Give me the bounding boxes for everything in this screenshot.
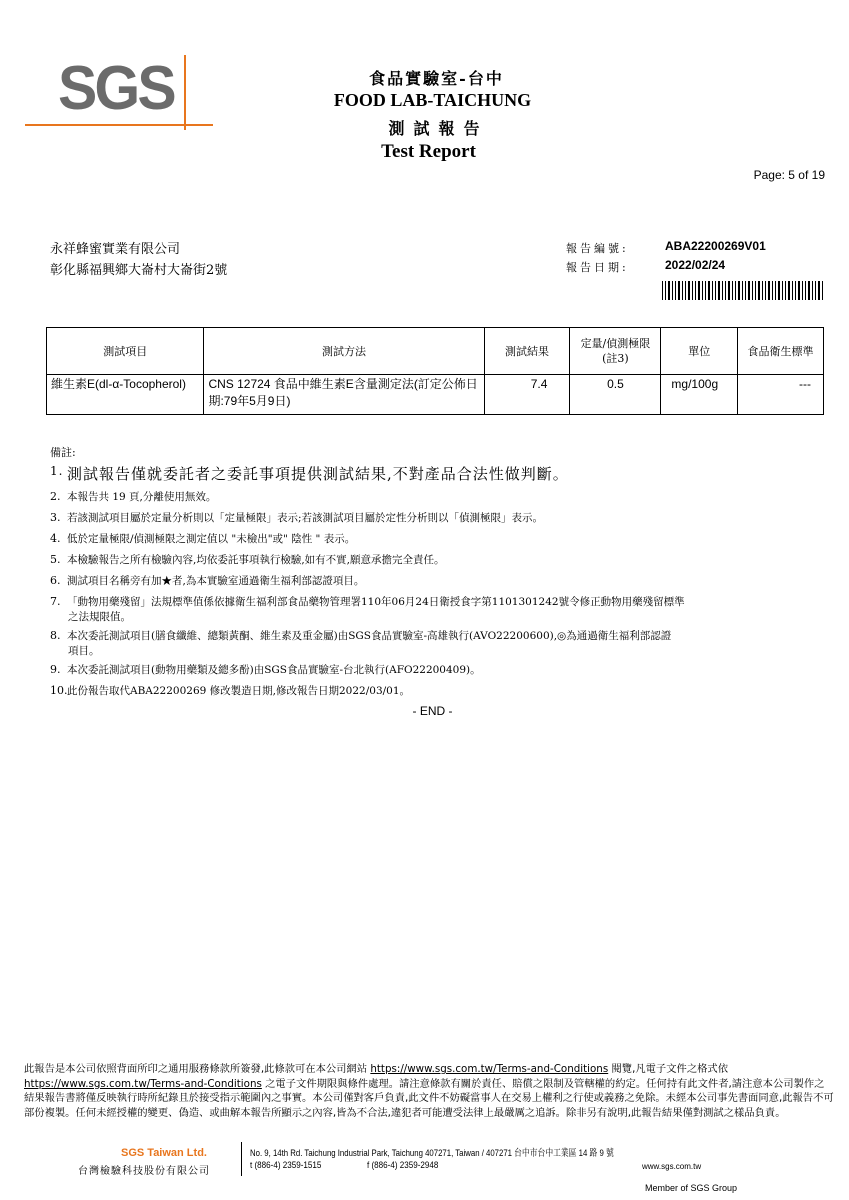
barcode-bar <box>812 281 813 300</box>
cell-limit: 0.5 <box>570 375 661 415</box>
barcode-bar <box>755 281 756 300</box>
barcode-bar <box>765 281 766 300</box>
barcode-bar <box>718 281 720 300</box>
note-number: 9. <box>50 663 61 676</box>
cell-test-item: 維生素E(dl-α-Tocopherol) <box>47 375 204 415</box>
note-text: 測試項目名稱旁有加★者,為本實驗室通過衛生福利部認證項目。 <box>67 575 365 587</box>
barcode-bar <box>722 281 723 300</box>
barcode-bar <box>682 281 683 300</box>
note-number: 10. <box>50 684 68 697</box>
barcode-bar <box>808 281 810 300</box>
footer-fax: f (886-4) 2359-2948 <box>367 1160 439 1171</box>
table-header-row <box>47 328 824 375</box>
note-item <box>50 628 820 659</box>
barcode-bar <box>735 281 736 300</box>
lab-title-en: FOOD LAB-TAICHUNG <box>333 90 532 110</box>
note-item <box>50 552 820 568</box>
report-date: 2022/02/24 <box>665 258 726 272</box>
customer-name: 永祥蜂蜜實業有限公司 <box>50 242 181 257</box>
barcode-bar <box>792 281 793 300</box>
report-title-en: Test Report <box>381 141 476 162</box>
header-test-item: 測試項目 <box>47 328 204 375</box>
barcode-bar <box>715 281 716 300</box>
barcode-bar <box>712 281 713 300</box>
note-text: 此份報告取代ABA22200269 修改製造日期,修改報告日期2022/03/01。 <box>67 685 411 697</box>
barcode-bar <box>748 281 750 300</box>
note-item <box>50 531 820 547</box>
footer-company-en: SGS Taiwan Ltd. <box>121 1147 207 1159</box>
disclaimer-text: 之電子文件期限與條件處理。請注意條款有關於責任、賠償之限制及管轄權的約定。任何持有此文件者,請注意本公司製作之結果報告書將僅反映執行時所紀錄且於接受指示範圍內之事實。本公司僅對客戶負責,此文件不妨礙當事人在交易上權利之行使或義務之免除。未經本公司事先書面同意,此報告不可部份複製。任何未經授權的變更、偽造、或曲解本報告所顯示之內容,皆為不合法,違犯者可能遭受法律上最嚴厲之追訴。除非另有說明,此報告結果僅對測試之樣品負責。 <box>24 1077 834 1119</box>
footer-address: No. 9, 14th Rd. Taichung Industrial Park, Taichung 407271, Taiwan / 407271 台中市台中工業區 14 路 9 號 <box>250 1148 614 1159</box>
barcode-bar <box>778 281 780 300</box>
report-number-label: 報告編號: <box>566 242 629 255</box>
barcode-bar <box>698 281 700 300</box>
note-text-continued: 之法規限值。 <box>68 611 131 623</box>
barcode-bar <box>802 281 803 300</box>
barcode-bar <box>758 281 760 300</box>
result-table <box>46 327 824 415</box>
note-text: 本次委託測試項目(動物用藥類及總多酚)由SGS食品實驗室-台北執行(AFO22200409)。 <box>67 664 481 676</box>
lab-title-cn: 食品實驗室-台中 <box>369 69 504 88</box>
barcode-bar <box>798 281 800 300</box>
note-number: 4. <box>50 532 61 545</box>
note-text: 若該測試項目屬於定量分析則以「定量極限」表示;若該測試項目屬於定性分析則以「偵測極限」表示。 <box>67 512 544 524</box>
barcode-bar <box>818 281 820 300</box>
barcode-bar <box>728 281 730 300</box>
cell-standard: --- <box>738 375 824 415</box>
note-text: 低於定量極限/偵測極限之測定值以 "未檢出"或" 陰性 " 表示。 <box>67 533 356 545</box>
footer-member: Member of SGS Group <box>645 1183 738 1193</box>
page-number: Page: 5 of 19 <box>753 168 825 182</box>
note-text: 本報告共 19 頁,分離使用無效。 <box>67 491 217 503</box>
header-result: 測試結果 <box>484 328 570 375</box>
report-date-label: 報告日期: <box>566 261 629 274</box>
disclaimer-text: 此報告是本公司依照背面所印之通用服務條款所簽發,此條款可在本公司網站 <box>24 1063 371 1075</box>
note-item <box>50 594 820 625</box>
barcode-bar <box>775 281 776 300</box>
barcode-bar <box>742 281 743 300</box>
note-text-continued: 項目。 <box>68 645 100 657</box>
report-number: ABA22200269V01 <box>665 239 766 253</box>
header-test-method: 測試方法 <box>204 328 484 375</box>
barcode-bar <box>688 281 690 300</box>
note-item <box>50 510 820 526</box>
barcode-bar <box>745 281 746 300</box>
barcode-bar <box>692 281 693 300</box>
barcode-bar <box>752 281 753 300</box>
barcode-bar <box>815 281 816 300</box>
disclaimer <box>24 1062 834 1120</box>
note-number: 8. <box>50 629 61 642</box>
cell-test-method: CNS 12724 食品中維生素E含量測定法(訂定公佈日期:79年5月9日) <box>204 375 484 415</box>
note-text: 「動物用藥殘留」法規標準值係依據衛生福利部食品藥物管理署110年06月24日衛授食字第1101301242號令修正動物用藥殘留標準 <box>67 596 685 608</box>
barcode-bar <box>788 281 790 300</box>
note-item <box>50 683 820 699</box>
note-number: 3. <box>50 511 61 524</box>
barcode-bar <box>822 281 823 300</box>
note-text: 本檢驗報告之所有檢驗內容,均依委託事項執行檢驗,如有不實,願意承擔完全責任。 <box>67 554 445 566</box>
customer-address: 彰化縣福興鄉大崙村大崙街2號 <box>50 263 228 278</box>
note-number: 7. <box>50 595 61 608</box>
footer-phone: t (886-4) 2359-1515 <box>250 1160 322 1171</box>
barcode-bar <box>672 281 673 300</box>
terms-link[interactable]: https://www.sgs.com.tw/Terms-and-Conditions <box>24 1077 262 1090</box>
note-item <box>50 573 820 589</box>
notes-title: 備註: <box>50 446 76 459</box>
barcode-bar <box>702 281 703 300</box>
barcode-bar <box>678 281 680 300</box>
header-standard: 食品衛生標準 <box>738 328 824 375</box>
report-title-cn: 測試報告 <box>388 119 489 138</box>
note-number: 2. <box>50 490 61 503</box>
barcode-bar <box>675 281 676 300</box>
barcode-bar <box>768 281 770 300</box>
logo-text: SGS <box>58 54 174 123</box>
barcode-bar <box>762 281 763 300</box>
note-item <box>50 662 820 678</box>
footer-website[interactable]: www.sgs.com.tw <box>642 1162 702 1171</box>
barcode-bar <box>708 281 710 300</box>
note-number: 1. <box>50 464 64 478</box>
barcode-bar <box>732 281 733 300</box>
barcode-bar <box>668 281 670 300</box>
terms-link[interactable]: https://www.sgs.com.tw/Terms-and-Conditions <box>370 1063 609 1075</box>
barcode <box>662 281 826 300</box>
note-item <box>50 489 820 505</box>
header-unit: 單位 <box>661 328 738 375</box>
note-number: 6. <box>50 574 61 587</box>
note-item <box>50 464 820 482</box>
barcode-bar <box>705 281 706 300</box>
header-limit: 定量/偵測極限(註3) <box>570 328 661 375</box>
barcode-bar <box>782 281 783 300</box>
barcode-bar <box>805 281 806 300</box>
barcode-bar <box>695 281 696 300</box>
barcode-bar <box>725 281 726 300</box>
note-text: 本次委託測試項目(膳食纖維、總類黃酮、維生素及重金屬)由SGS食品實驗室-高雄執行(AVO22200600),◎為通過衛生福利部認證 <box>67 630 672 642</box>
barcode-bar <box>785 281 786 300</box>
barcode-bar <box>662 281 663 300</box>
note-number: 5. <box>50 553 61 566</box>
footer-divider <box>241 1142 242 1176</box>
barcode-bar <box>665 281 666 300</box>
note-text: 測試報告僅就委託者之委託事項提供測試結果,不對產品合法性做判斷。 <box>67 465 569 483</box>
table-row <box>47 375 824 415</box>
footer-company-cn: 台灣檢驗科技股份有限公司 <box>78 1166 210 1177</box>
barcode-bar <box>795 281 796 300</box>
disclaimer-text: 閱覽,凡電子文件之格式依 <box>608 1063 729 1075</box>
barcode-bar <box>738 281 740 300</box>
barcode-bar <box>685 281 686 300</box>
cell-unit: mg/100g <box>661 375 738 415</box>
cell-result: 7.4 <box>484 375 570 415</box>
end-marker: - END - <box>412 704 453 718</box>
barcode-bar <box>772 281 773 300</box>
